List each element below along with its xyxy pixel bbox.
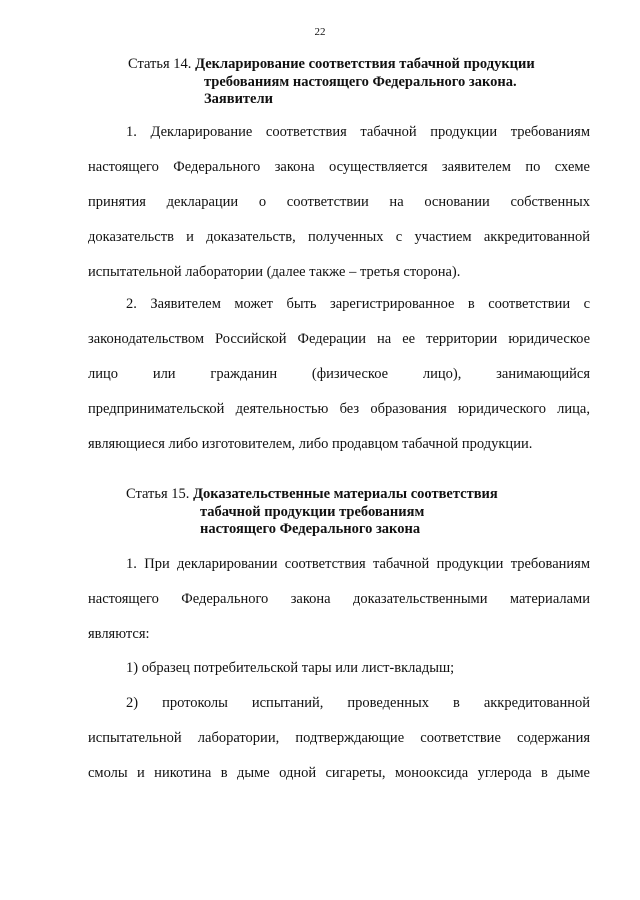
article-15-title-line1: Доказательственные материалы соответствия xyxy=(193,486,498,502)
article-14-p1-line5: испытательной лаборатории (далее также – третья сторона). xyxy=(88,264,461,280)
page-number: 22 xyxy=(314,26,326,38)
article-14-heading-cont xyxy=(204,74,517,108)
article-14-title-line1: Декларирование соответствия табачной продукции xyxy=(195,56,535,72)
article-14-p1-line2: настоящего Федерального закона осуществляется заявителем по схеме xyxy=(88,159,590,175)
article-15-item2-line2: испытательной лаборатории, подтверждающие соответствие содержания xyxy=(88,730,590,746)
article-15-heading xyxy=(126,486,586,503)
article-14-p2-line4: предпринимательской деятельностью без образования юридического лица, xyxy=(88,401,590,417)
article-14-heading xyxy=(128,56,588,73)
article-15-item2-line3: смолы и никотина в дыме одной сигареты, монооксида углерода в дыме xyxy=(88,765,590,781)
article-14-title-line2: требованиям настоящего Федерального закона. xyxy=(204,74,517,90)
article-15-p1-line2: настоящего Федерального закона доказательственными материалами xyxy=(88,591,590,607)
article-15-title-line2: табачной продукции требованиям xyxy=(200,504,425,520)
article-15-item1: 1) образец потребительской тары или лист-вкладыш; xyxy=(126,660,455,676)
article-14-p1-line3: принятия декларации о соответствии на основании собственных xyxy=(88,194,590,210)
article-14-p2-line1: 2. Заявителем может быть зарегистрированное в соответствии с xyxy=(126,296,590,312)
article-14-p1-line1: 1. Декларирование соответствия табачной продукции требованиям xyxy=(126,124,590,140)
article-15-p1-line3: являются: xyxy=(88,626,150,642)
article-14-p2-line5: являющиеся либо изготовителем, либо продавцом табачной продукции. xyxy=(88,436,533,452)
article-15-title-line3: настоящего Федерального закона xyxy=(200,521,421,537)
article-15-p1-line1: 1. При декларировании соответствия табачной продукции требованиям xyxy=(126,556,590,572)
article-14-label: Статья 14. xyxy=(128,56,192,72)
article-14-title-line3: Заявители xyxy=(204,91,273,107)
article-14-p2-line2: законодательством Российской Федерации на ее территории юридическое xyxy=(88,331,590,347)
article-15-heading-cont xyxy=(200,504,424,538)
article-15-label: Статья 15. xyxy=(126,486,190,502)
article-14-p1-line4: доказательств и доказательств, полученных с участием аккредитованной xyxy=(88,229,590,245)
article-14-p2-line3: лицо или гражданин (физическое лицо), занимающийся xyxy=(88,366,590,382)
article-15-item2-line1: 2) протоколы испытаний, проведенных в аккредитованной xyxy=(126,695,590,711)
